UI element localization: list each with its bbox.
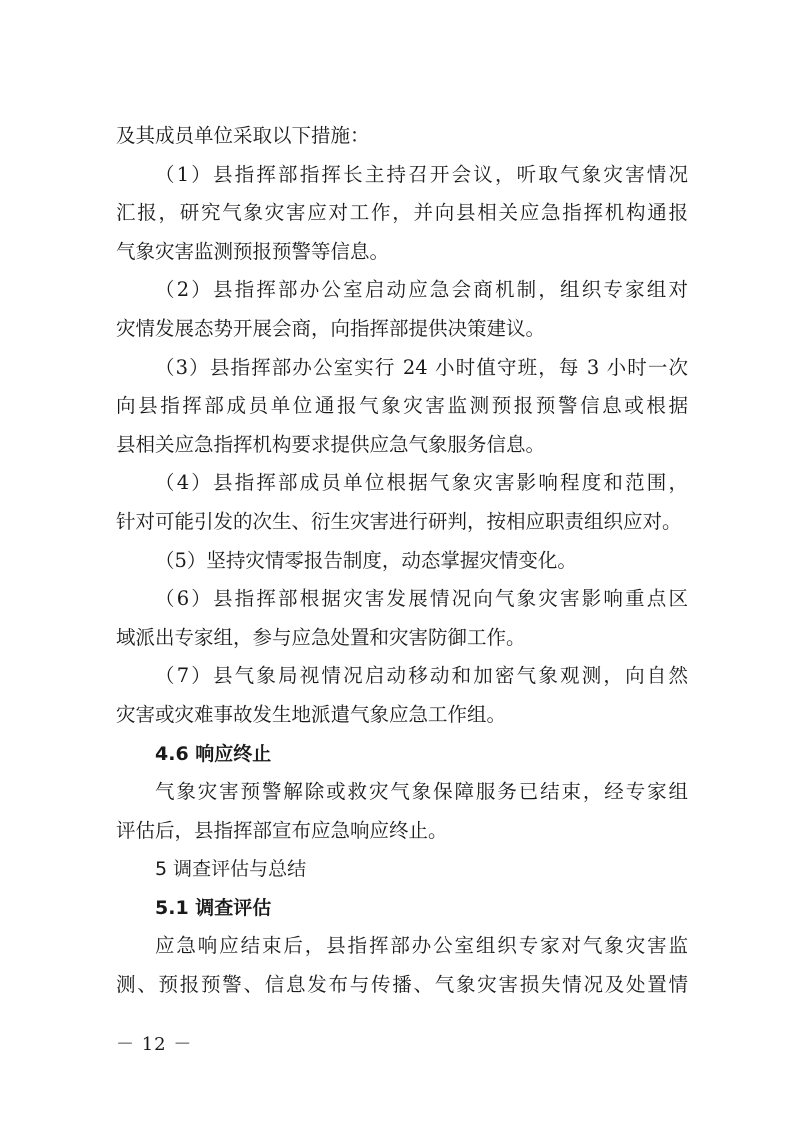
paragraph-line: （6）县指挥部根据灾害发展情况向气象灾害影响重点区 [155, 587, 688, 611]
paragraph-line: （4）县指挥部成员单位根据气象灾害影响程度和范围， [155, 471, 688, 495]
paragraph-line: 应急响应结束后，县指挥部办公室组织专家对气象灾害监 [155, 934, 688, 958]
paragraph-line: （3）县指挥部办公室实行 24 小时值守班，每 3 小时一次 [155, 355, 688, 379]
paragraph-line: 汇报，研究气象灾害应对工作，并向县相关应急指挥机构通报 [116, 201, 688, 225]
page-number: － 12 － [116, 1034, 193, 1055]
paragraph-line: 县相关应急指挥机构要求提供应急气象服务信息。 [116, 432, 546, 456]
paragraph-line: 及其成员单位采取以下措施： [116, 124, 370, 147]
paragraph-line: 灾害或灾难事故发生地派遣气象应急工作组。 [116, 702, 507, 726]
paragraph-line: 评估后，县指挥部宣布应急响应终止。 [116, 818, 448, 842]
paragraph-line: 域派出专家组，参与应急处置和灾害防御工作。 [116, 625, 526, 649]
paragraph-line: （5）坚持灾情零报告制度，动态掌握灾情变化。 [155, 548, 577, 572]
document-body [116, 117, 688, 1005]
paragraph-line: 气象灾害监测预报预警等信息。 [116, 239, 390, 263]
paragraph-line: 针对可能引发的次生、衍生灾害进行研判，按相应职责组织应对。 [116, 509, 682, 533]
paragraph-line: 向县指挥部成员单位通报气象灾害监测预报预警信息或根据 [116, 394, 688, 418]
paragraph-line: （7）县气象局视情况启动移动和加密气象观测，向自然 [155, 664, 688, 688]
paragraph-line: （2）县指挥部办公室启动应急会商机制，组织专家组对 [155, 278, 688, 302]
paragraph-line: 灾情发展态势开展会商，向指挥部提供决策建议。 [116, 316, 546, 340]
paragraph-line: 气象灾害预警解除或救灾气象保障服务已结束，经专家组 [155, 780, 688, 804]
paragraph-line: （1）县指挥部指挥长主持召开会议，听取气象灾害情况 [155, 162, 688, 186]
paragraph-line: 测、预报预警、信息发布与传播、气象灾害损失情况及处置情 [116, 973, 688, 997]
section-heading: 4.6 响应终止 [155, 742, 272, 765]
chapter-heading: 5 调查评估与总结 [155, 858, 307, 881]
section-heading: 5.1 调查评估 [155, 896, 272, 919]
